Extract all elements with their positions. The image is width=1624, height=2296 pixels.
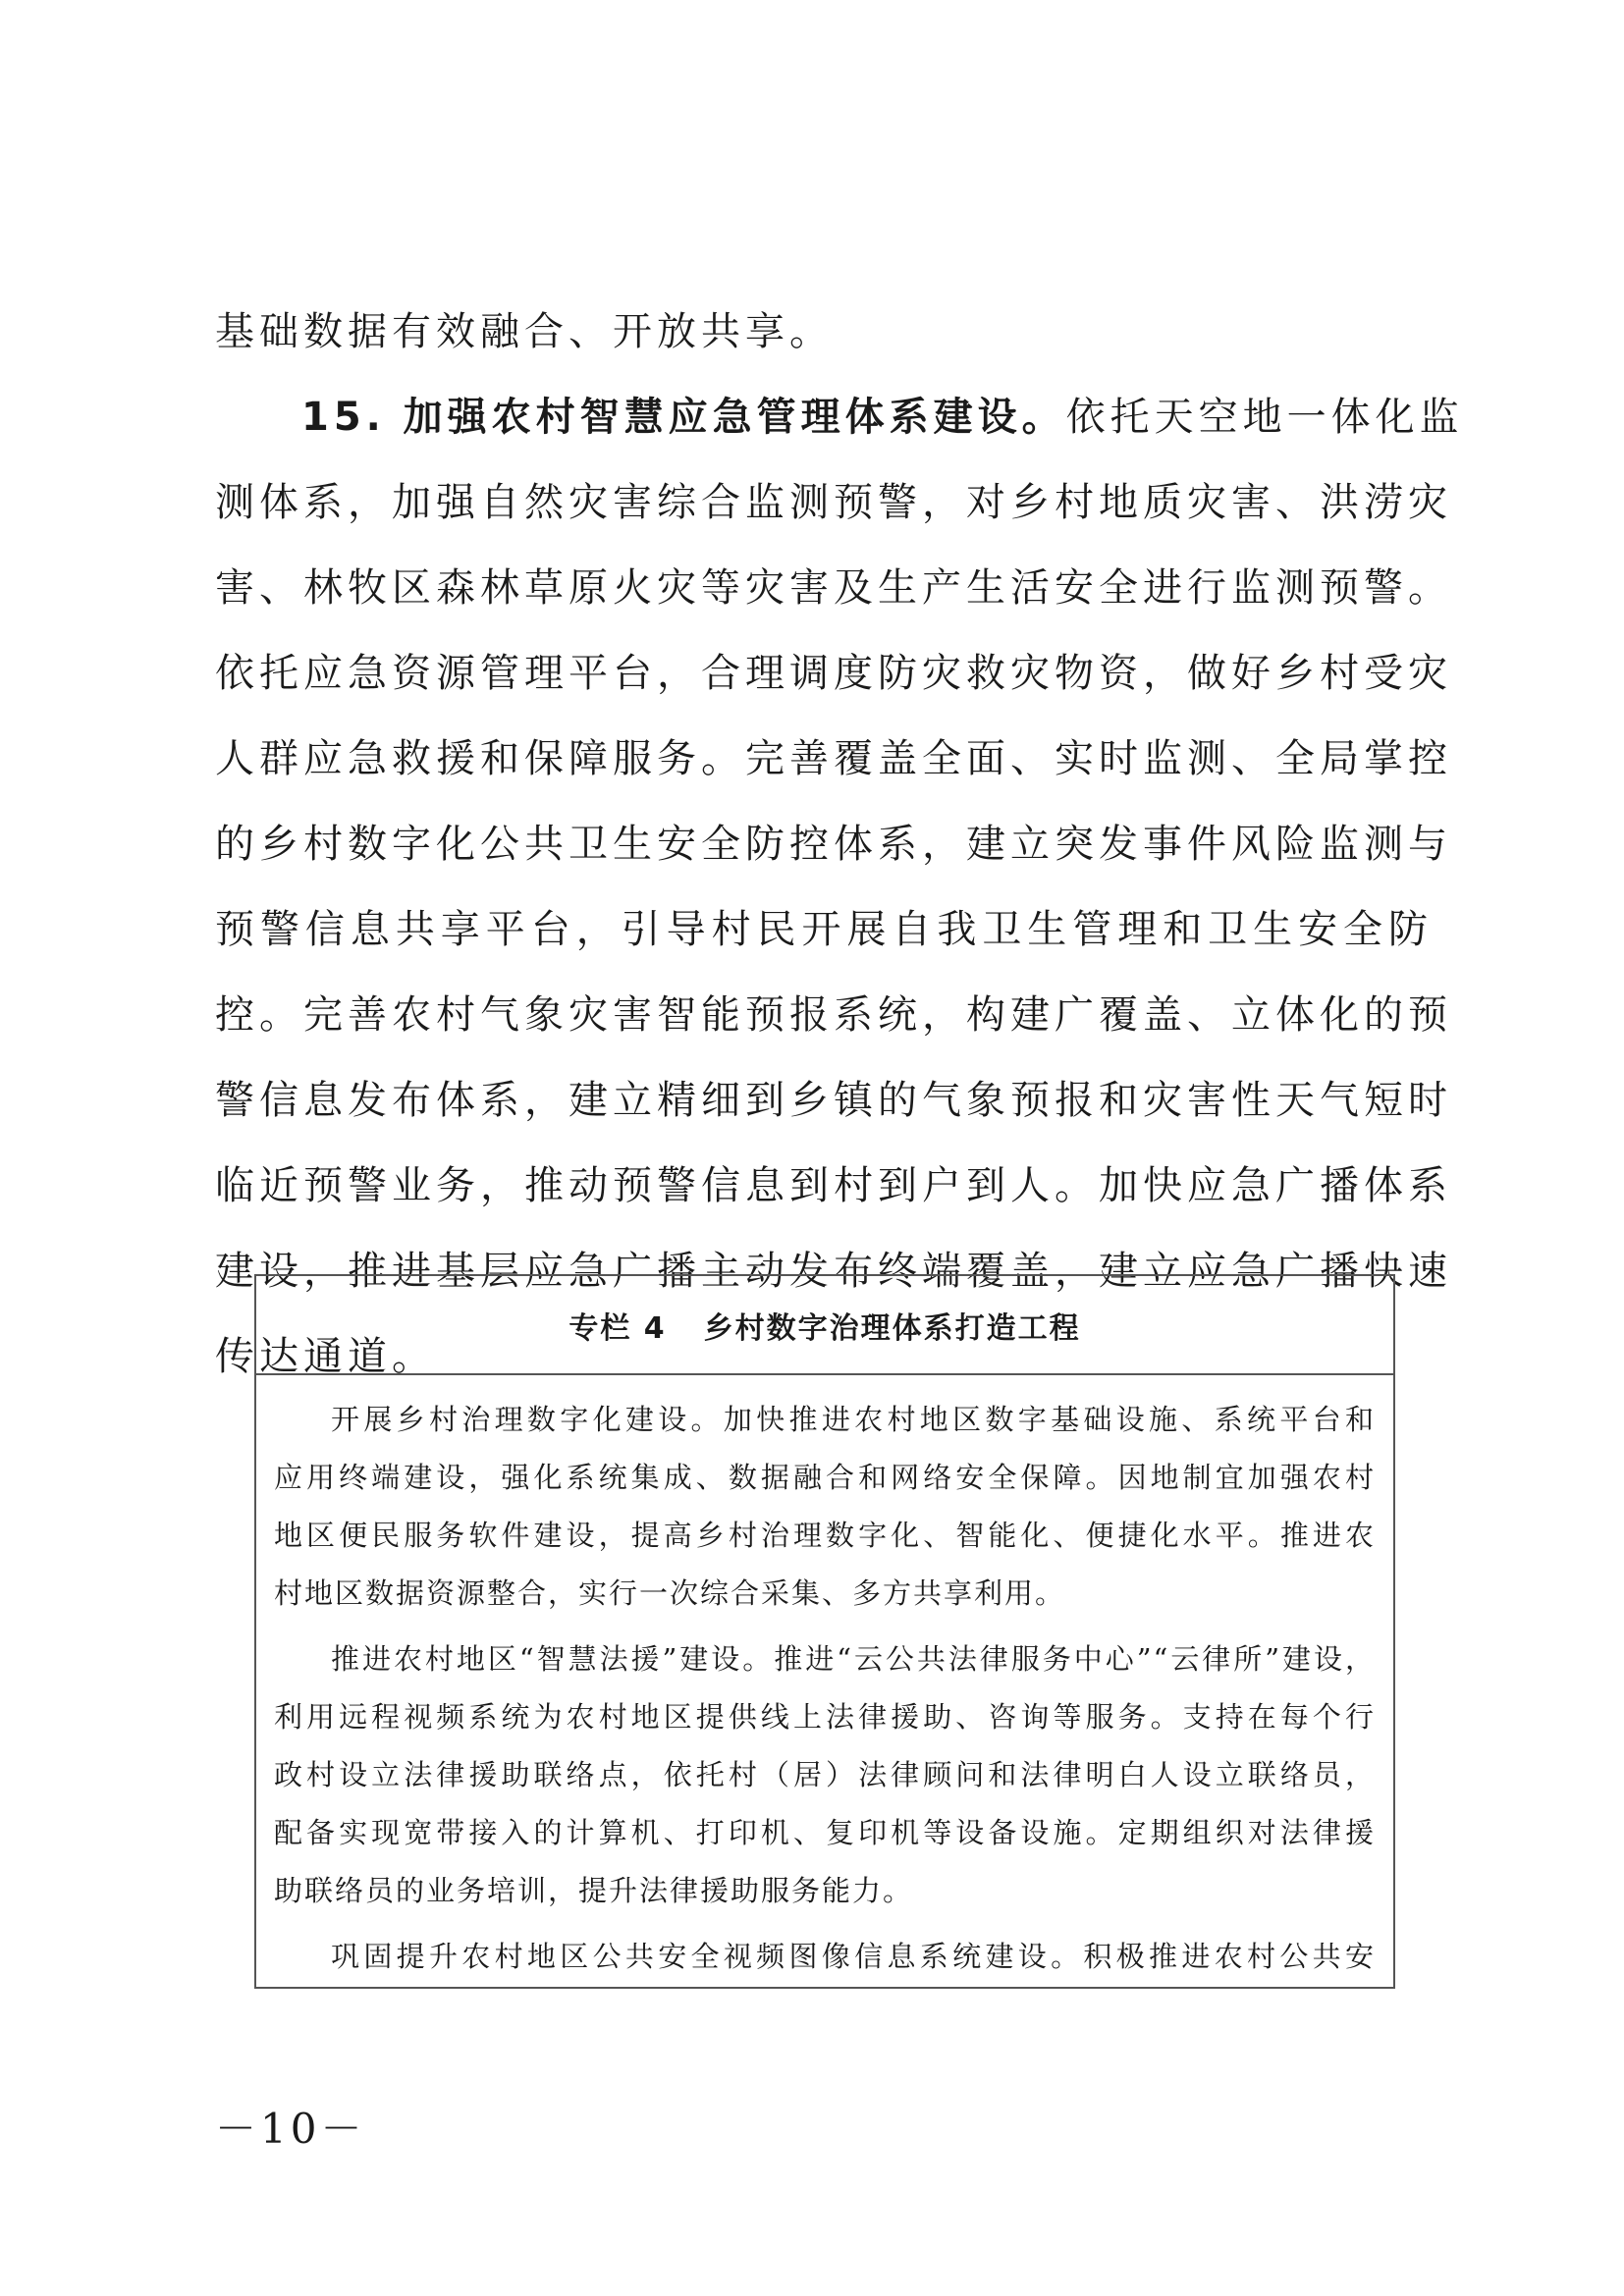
section-15-paragraph [215,375,1464,1400]
column-paragraph [274,1630,1376,1920]
continuation-paragraph [215,290,1433,375]
text-line: 建设，推进基层应急广播主动发布终端覆盖，建立应急广播快速 [215,1249,1452,1294]
column-title: 乡村数字治理体系打造工程 [703,1310,1081,1346]
text-line: 害、林牧区森林草原火灾等灾害及生产生活安全进行监测预警。 [215,565,1452,611]
box-text-line: 地区便民服务软件建设，提高乡村治理数字化、智能化、便捷化水平。推进农 [274,1519,1376,1552]
text-line: 基础数据有效融合、开放共享。 [215,309,834,354]
box-text-line: 巩固提升农村地区公共安全视频图像信息系统建设。积极推进农村公共安 [331,1940,1376,1973]
column-paragraph [274,1928,1376,1986]
column-paragraph [274,1391,1376,1623]
text-line: 临近预警业务，推动预警信息到村到户到人。加快应急广播体系 [215,1163,1452,1208]
page-number: －10－ [215,2105,366,2153]
box-text-line: 村地区数据资源整合，实行一次综合采集、多方共享利用。 [274,1576,1066,1610]
column-box-header [256,1276,1393,1375]
box-text-line: 应用终端建设，强化系统集成、数据融合和网络安全保障。因地制宜加强农村 [274,1461,1376,1494]
text-line: 依托应急资源管理平台，合理调度防灾救灾物资，做好乡村受灾 [215,651,1452,696]
box-text-line: 利用远程视频系统为农村地区提供线上法律援助、咨询等服务。支持在每个行 [274,1700,1376,1734]
text-line: 人群应急救援和保障服务。完善覆盖全面、实时监测、全局掌控 [215,736,1452,781]
text-line: 的乡村数字化公共卫生安全防控体系，建立突发事件风险监测与 [215,822,1452,867]
column-box-body [256,1375,1393,1986]
box-text-line: 政村设立法律援助联络点，依托村（居）法律顾问和法律明白人设立联络员， [274,1758,1376,1791]
column-number: 专栏 4 [568,1310,667,1346]
text-line: 预警信息共享平台，引导村民开展自我卫生管理和卫生安全防 [215,907,1433,952]
text-line: 测体系，加强自然灾害综合监测预警，对乡村地质灾害、洪涝灾 [215,480,1452,525]
box-text-line: 开展乡村治理数字化建设。加快推进农村地区数字基础设施、系统平台和 [331,1403,1376,1436]
text-fragment: 依托天空地一体化监 [1065,395,1464,440]
section-number: 15. [301,395,386,440]
box-text-line: 配备实现宽带接入的计算机、打印机、复印机等设备设施。定期组织对法律援 [274,1816,1376,1849]
column-box [254,1274,1395,1989]
text-line: 传达通道。 [215,1334,436,1379]
box-text-line: 助联络员的业务培训，提升法律援助服务能力。 [274,1874,914,1907]
text-line: 控。完善农村气象灾害智能预报系统，构建广覆盖、立体化的预 [215,992,1452,1038]
box-text-line: 推进农村地区“智慧法援”建设。推进“云公共法律服务中心”“云律所”建设， [331,1642,1376,1676]
text-line [215,375,1464,460]
text-line: 警信息发布体系，建立精细到乡镇的气象预报和灾害性天气短时 [215,1078,1452,1123]
section-heading: 加强农村智慧应急管理体系建设。 [403,395,1066,440]
